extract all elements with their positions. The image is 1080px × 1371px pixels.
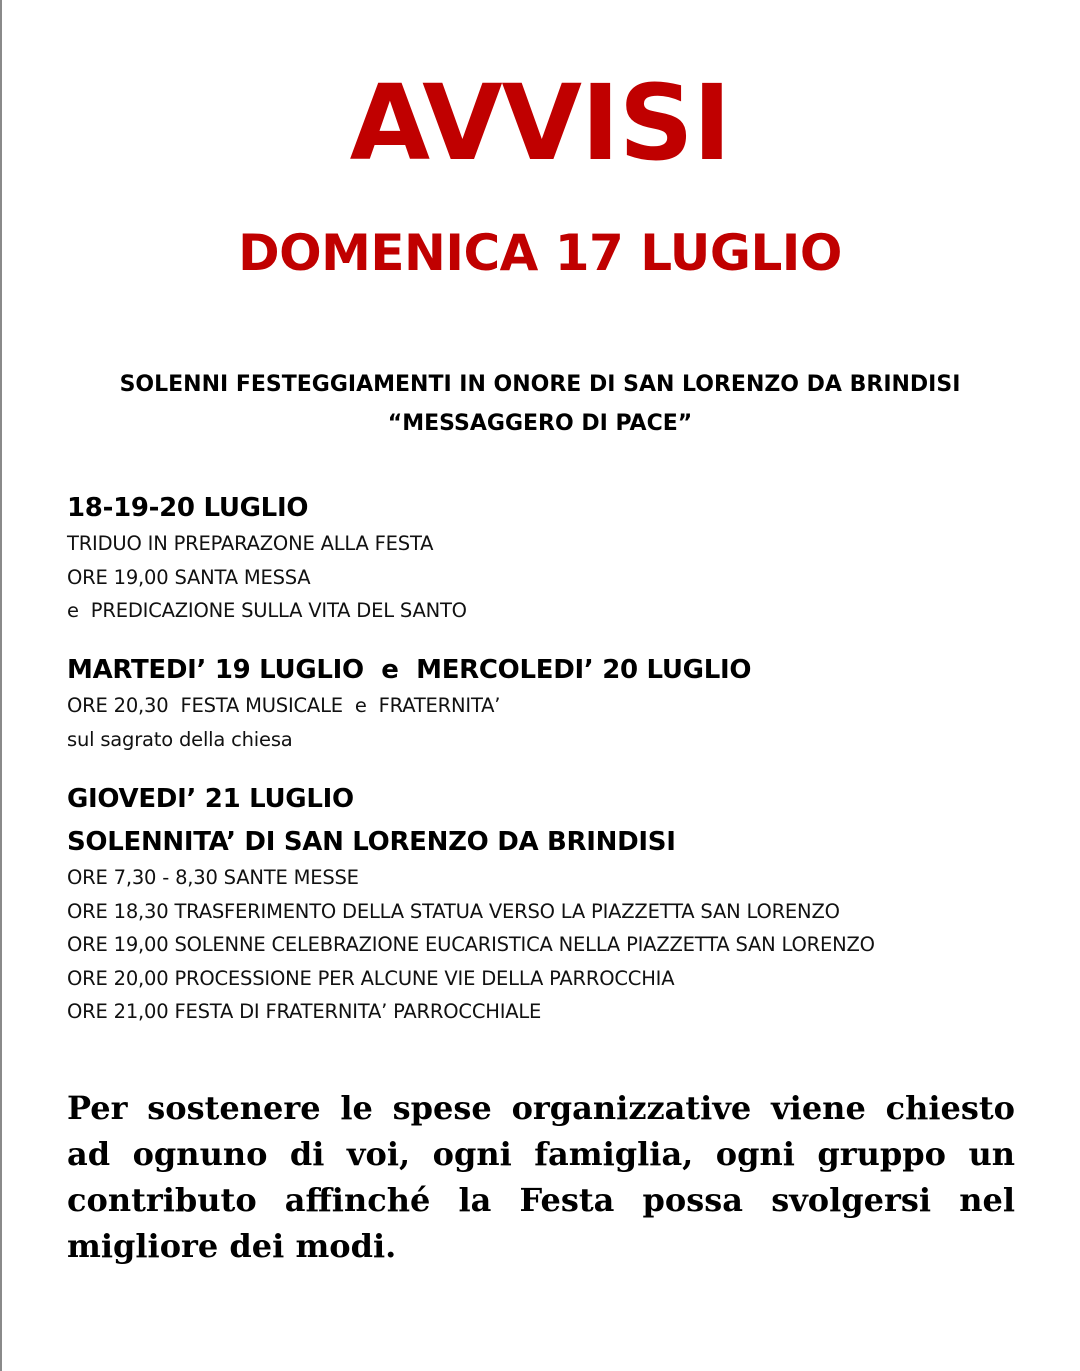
schedule-line: sul sagrato della chiesa (67, 727, 293, 751)
date-heading: DOMENICA 17 LUGLIO (238, 224, 842, 282)
schedule-line: e PREDICAZIONE SULLA VITA DEL SANTO (67, 599, 467, 622)
intro-line-2: “MESSAGGERO DI PACE” (387, 411, 693, 436)
page-left-border (0, 0, 2, 1371)
section-subheading: SOLENNITA’ DI SAN LORENZO DA BRINDISI (67, 827, 676, 857)
schedule-section-triduo (67, 489, 1027, 628)
intro-line-1: SOLENNI FESTEGGIAMENTI IN ONORE DI SAN LORENZO DA BRINDISI (119, 372, 961, 397)
schedule-line: ORE 20,00 PROCESSIONE PER ALCUNE VIE DELLA PARROCCHIA (67, 966, 675, 990)
schedule-line: ORE 7,30 - 8,30 SANTE MESSE (67, 866, 359, 889)
schedule-line: ORE 19,00 SOLENNE CELEBRAZIONE EUCARISTICA NELLA PIAZZETTA SAN LORENZO (67, 933, 875, 956)
schedule-line: TRIDUO IN PREPARAZONE ALLA FESTA (67, 532, 434, 555)
schedule-section-solennita (67, 780, 1027, 1029)
schedule-line: ORE 18,30 TRASFERIMENTO DELLA STATUA VERSO LA PIAZZETTA SAN LORENZO (67, 899, 840, 923)
page-title: AVVISI (349, 62, 731, 184)
donation-appeal: Per sostenere le spese organizzative viene chiesto ad ognuno di voi, ogni famiglia, ogni gruppo un contributo affinché la Festa possa svolgersi nel migliore dei modi. (67, 1089, 1015, 1265)
schedule-section-festa-musicale (67, 651, 1027, 756)
schedule-line: ORE 20,30 FESTA MUSICALE e FRATERNITA’ (67, 694, 501, 717)
section-heading: MARTEDI’ 19 LUGLIO e MERCOLEDI’ 20 LUGLIO (67, 655, 752, 685)
section-heading: 18-19-20 LUGLIO (67, 493, 309, 523)
section-heading: GIOVEDI’ 21 LUGLIO (67, 784, 354, 814)
schedule-line: ORE 19,00 SANTA MESSA (67, 565, 311, 589)
schedule-line: ORE 21,00 FESTA DI FRATERNITA’ PARROCCHIALE (67, 1000, 542, 1023)
